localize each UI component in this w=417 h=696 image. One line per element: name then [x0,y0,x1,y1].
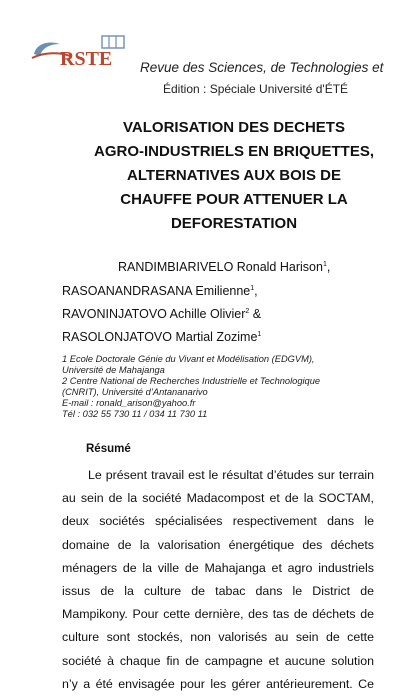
affiliation-line: 2 Centre National de Recherches Industrielle et Technologique [62,376,321,386]
abstract-line: ménagers de la ville de Mahajanga et agro industriels [62,560,374,575]
phone-line: Tél : 032 55 730 11 / 034 11 730 11 [62,409,208,419]
email-line: E-mail : ronald_arison@yahoo.fr [62,398,196,408]
title-line: CHAUFFE POUR ATTENUER LA [120,191,348,208]
abstract-body [62,464,374,696]
title-line: AGRO-INDUSTRIELS EN BRIQUETTES, [93,143,374,160]
author: RANDIMBIARIVELO Ronald Harison$^1$, [118,260,331,274]
abstract-line: deux sociétés spécialisées respectivement dans le [62,514,374,529]
affiliations [62,354,320,420]
logo-text: RSTE [60,48,113,70]
abstract-line: domaine de la valorisation énergétique des déchets [62,537,374,552]
abstract-line: culture sont stockés, non valorisés au sein de cette [62,630,374,645]
paper-title [60,116,408,236]
affiliation-line: (CNRIT), Université d’Antananarivo [62,387,208,397]
edition-label: Édition : Spéciale Université d'ÉTÉ [163,82,349,96]
abstract-line: Mampikony. Pour cette dernière, des tas de déchets de [62,607,374,622]
logo-grid-icon [102,36,124,48]
title-line: VALORISATION DES DECHETS [123,119,345,136]
affiliation-line: Université de Mahajanga [62,365,165,375]
abstract-line: n’y a été envisagée pour les gérer antérieurement. Ce [62,676,374,691]
author: RAVONINJATOVO Achille Olivier$^2$ & [62,307,262,321]
author: RASOANANDRASANA Emilienne$^1$, [62,284,258,298]
title-line: DEFORESTATION [170,215,298,232]
author: RASOLONJATOVO Martial Zozime$^1$ [62,330,262,344]
journal-name: Revue des Sciences, de Technologies et [140,60,384,75]
rste-logo [30,34,130,70]
abstract-line: société à chaque fin de campagne et aucune solution [62,653,374,668]
title-line: ALTERNATIVES AUX BOIS DE [127,167,341,184]
abstract-line: Le présent travail est le résultat d’études sur terrain [88,468,374,482]
abstract-line: issus de la culture de tabac dans le District de [62,583,374,598]
abstract-heading: Résumé [86,443,131,455]
affiliation-line: 1 Ecole Doctorale Génie du Vivant et Modélisation (EDGVM), [62,354,315,364]
abstract-line: au sein de la société Madacompost et de la SOCTAM, [62,491,374,506]
